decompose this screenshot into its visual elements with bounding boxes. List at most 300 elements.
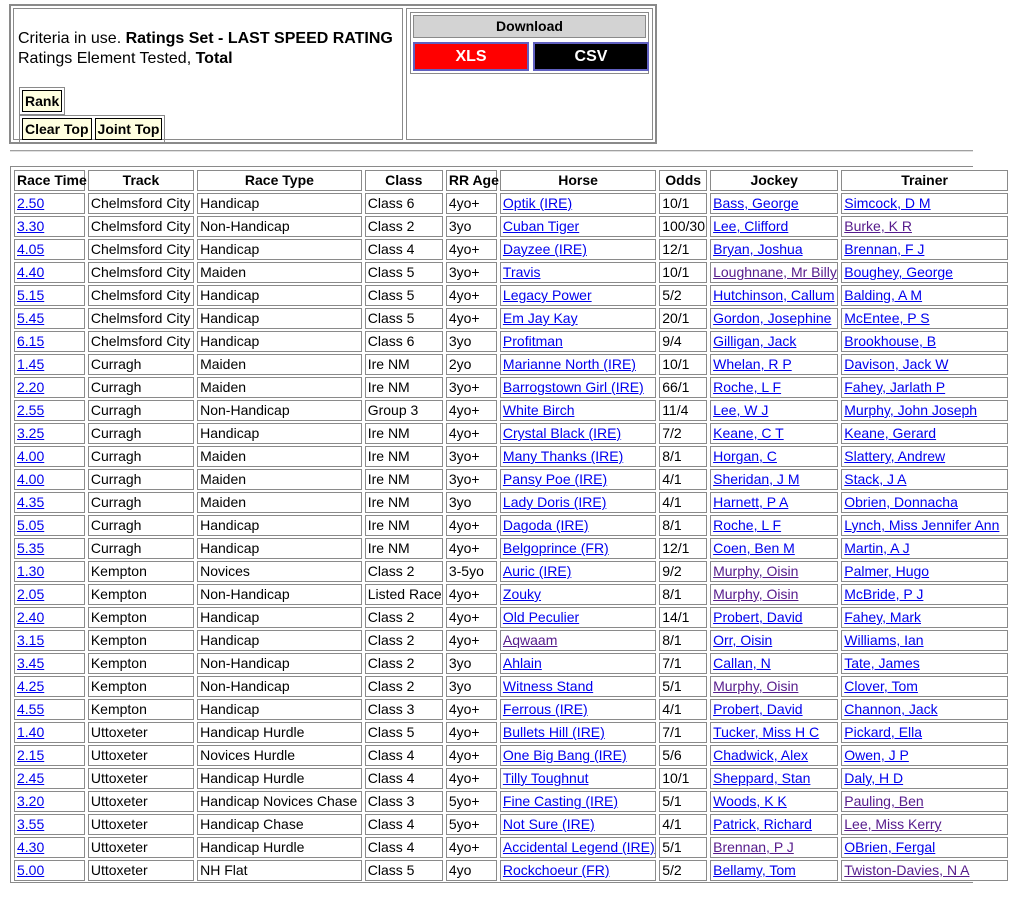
separator [10, 150, 973, 152]
trainer-link[interactable]: Brennan, F J [844, 241, 925, 257]
cell-track: Chelmsford City [88, 216, 194, 237]
cell-race-time [14, 262, 85, 283]
horse-link[interactable]: Aqwaam [502, 632, 558, 648]
cell-class: Class 4 [365, 239, 443, 260]
cell-race-type: Handicap [197, 423, 362, 444]
cell-horse [500, 331, 656, 352]
cell-rr-age: 4yo+ [446, 285, 497, 306]
cell-race-type: Maiden [197, 262, 362, 283]
cell-horse [500, 400, 656, 421]
results-body [14, 193, 1008, 881]
cell-track: Chelmsford City [88, 285, 194, 306]
cell-trainer [841, 515, 1008, 536]
ratings-set-label: Ratings Set - LAST SPEED RATING [125, 30, 393, 47]
trainer-link[interactable]: Boughey, George [844, 264, 953, 280]
trainer-link[interactable]: Fahey, Mark [844, 609, 922, 625]
cell-jockey [710, 538, 838, 559]
jockey-link[interactable]: Patrick, Richard [713, 816, 812, 832]
cell-race-time [14, 400, 85, 421]
cell-race-type: NH Flat [197, 860, 362, 881]
cell-odds: 66/1 [659, 377, 707, 398]
cell-rr-age: 4yo+ [446, 538, 497, 559]
cell-class: Class 2 [365, 630, 443, 651]
cell-class: Class 4 [365, 814, 443, 835]
horse-link[interactable]: Auric (IRE) [502, 563, 572, 579]
jockey-link[interactable]: Orr, Oisin [713, 632, 773, 648]
cell-race-time [14, 377, 85, 398]
joint-top-button[interactable]: Joint Top [95, 118, 163, 140]
trainer-link[interactable]: Stack, J A [844, 471, 907, 487]
cell-jockey [710, 239, 838, 260]
jockey-link[interactable]: Murphy, Oisin [713, 586, 799, 602]
cell-jockey [710, 676, 838, 697]
cell-jockey [710, 515, 838, 536]
jockey-link[interactable]: Harnett, P A [713, 494, 789, 510]
cell-trainer [841, 423, 1008, 444]
race-time-link[interactable]: 2.45 [17, 770, 45, 786]
jockey-link[interactable]: Murphy, Oisin [713, 678, 799, 694]
jockey-link[interactable]: Roche, L F [713, 517, 782, 533]
jockey-link[interactable]: Woods, K K [713, 793, 787, 809]
cell-track: Uttoxeter [88, 722, 194, 743]
horse-link[interactable]: Dagoda (IRE) [502, 517, 589, 533]
cell-class: Ire NM [365, 469, 443, 490]
horse-link[interactable]: Tilly Toughnut [502, 770, 589, 786]
jockey-link[interactable]: Bellamy, Tom [713, 862, 796, 878]
horse-link[interactable]: Optik (IRE) [502, 195, 573, 211]
trainer-link[interactable]: McEntee, P S [844, 310, 930, 326]
cell-horse [500, 354, 656, 375]
horse-link[interactable]: Legacy Power [502, 287, 592, 303]
cell-odds: 4/1 [659, 469, 707, 490]
horse-link[interactable]: Old Peculier [502, 609, 580, 625]
cell-class: Class 4 [365, 745, 443, 766]
cell-race-time [14, 446, 85, 467]
race-time-link[interactable]: 5.15 [17, 287, 45, 303]
trainer-link[interactable]: Slattery, Andrew [844, 448, 946, 464]
race-time-link[interactable]: 2.40 [17, 609, 45, 625]
cell-jockey [710, 216, 838, 237]
cell-track: Uttoxeter [88, 837, 194, 858]
jockey-link[interactable]: Brennan, P J [713, 839, 794, 855]
cell-race-time [14, 607, 85, 628]
cell-class: Ire NM [365, 492, 443, 513]
cell-rr-age: 3yo [446, 331, 497, 352]
cell-race-type: Novices [197, 561, 362, 582]
cell-rr-age: 3yo [446, 653, 497, 674]
table-row [14, 676, 1008, 697]
trainer-link[interactable]: Lee, Miss Kerry [844, 816, 942, 832]
cell-track: Kempton [88, 607, 194, 628]
trainer-link[interactable]: McBride, P J [844, 586, 924, 602]
cell-class: Class 5 [365, 285, 443, 306]
trainer-link[interactable]: Burke, K R [844, 218, 912, 234]
cell-class: Class 2 [365, 216, 443, 237]
table-row [14, 630, 1008, 651]
race-time-link[interactable]: 4.25 [17, 678, 45, 694]
trainer-link[interactable]: Pickard, Ella [844, 724, 923, 740]
trainer-link[interactable]: Twiston-Davies, N A [844, 862, 970, 878]
cell-horse [500, 699, 656, 720]
results-table-wrap [10, 166, 1000, 883]
table-row [14, 400, 1008, 421]
cell-race-time [14, 814, 85, 835]
cell-race-time [14, 837, 85, 858]
trainer-link[interactable]: Brookhouse, B [844, 333, 937, 349]
table-row [14, 584, 1008, 605]
table-row [14, 446, 1008, 467]
trainer-link[interactable]: Lynch, Miss Jennifer Ann [844, 517, 1000, 533]
race-time-link[interactable]: 4.35 [17, 494, 45, 510]
trainer-link[interactable]: Tate, James [844, 655, 920, 671]
horse-link[interactable]: Travis [502, 264, 541, 280]
rank-button[interactable]: Rank [22, 90, 62, 112]
horse-link[interactable]: White Birch [502, 402, 575, 418]
cell-horse [500, 607, 656, 628]
race-time-link[interactable]: 1.40 [17, 724, 45, 740]
header-trainer: Trainer [841, 170, 1008, 191]
trainer-link[interactable]: Pauling, Ben [844, 793, 924, 809]
cell-horse [500, 262, 656, 283]
race-time-link[interactable]: 5.45 [17, 310, 45, 326]
jockey-link[interactable]: Gilligan, Jack [713, 333, 797, 349]
cell-race-time [14, 492, 85, 513]
jockey-link[interactable]: Hutchinson, Callum [713, 287, 835, 303]
jockey-link[interactable]: Whelan, R P [713, 356, 792, 372]
race-time-link[interactable]: 4.55 [17, 701, 45, 717]
cell-trainer [841, 239, 1008, 260]
cell-jockey [710, 285, 838, 306]
jockey-link[interactable]: Probert, David [713, 701, 803, 717]
horse-link[interactable]: Lady Doris (IRE) [502, 494, 607, 510]
cell-race-type: Maiden [197, 377, 362, 398]
cell-jockey [710, 492, 838, 513]
race-time-link[interactable]: 5.00 [17, 862, 45, 878]
cell-class: Class 5 [365, 262, 443, 283]
cell-race-time [14, 308, 85, 329]
horse-link[interactable]: Cuban Tiger [502, 218, 580, 234]
cell-race-time [14, 331, 85, 352]
race-time-link[interactable]: 4.40 [17, 264, 45, 280]
cell-jockey [710, 584, 838, 605]
race-time-link[interactable]: 5.05 [17, 517, 45, 533]
cell-class: Ire NM [365, 538, 443, 559]
table-row [14, 354, 1008, 375]
race-time-link[interactable]: 3.20 [17, 793, 45, 809]
cell-trainer [841, 607, 1008, 628]
jockey-link[interactable]: Horgan, C [713, 448, 777, 464]
race-time-link[interactable]: 4.05 [17, 241, 45, 257]
horse-link[interactable]: Fine Casting (IRE) [502, 793, 619, 809]
cell-horse [500, 837, 656, 858]
cell-trainer [841, 653, 1008, 674]
header-row [14, 170, 1008, 191]
race-time-link[interactable]: 2.15 [17, 747, 45, 763]
jockey-link[interactable]: Sheppard, Stan [713, 770, 811, 786]
cell-race-type: Non-Handicap [197, 400, 362, 421]
race-time-link[interactable]: 3.55 [17, 816, 45, 832]
horse-link[interactable]: Many Thanks (IRE) [502, 448, 624, 464]
cell-jockey [710, 860, 838, 881]
trainer-link[interactable]: Martin, A J [844, 540, 910, 556]
jockey-link[interactable]: Lee, Clifford [713, 218, 789, 234]
table-row [14, 768, 1008, 789]
table-row [14, 492, 1008, 513]
horse-link[interactable]: Em Jay Kay [502, 310, 578, 326]
race-time-link[interactable]: 2.50 [17, 195, 45, 211]
cell-horse [500, 446, 656, 467]
cell-jockey [710, 377, 838, 398]
cell-rr-age: 4yo+ [446, 400, 497, 421]
cell-class: Class 2 [365, 561, 443, 582]
cell-race-type: Handicap Chase [197, 814, 362, 835]
cell-trainer [841, 722, 1008, 743]
cell-track: Curragh [88, 423, 194, 444]
cell-jockey [710, 193, 838, 214]
cell-odds: 12/1 [659, 239, 707, 260]
horse-link[interactable]: Profitman [502, 333, 563, 349]
cell-race-time [14, 653, 85, 674]
horse-link[interactable]: Zouky [502, 586, 542, 602]
cell-track: Chelmsford City [88, 308, 194, 329]
cell-track: Curragh [88, 446, 194, 467]
race-time-link[interactable]: 4.00 [17, 471, 45, 487]
cell-race-type: Handicap [197, 239, 362, 260]
trainer-link[interactable]: Obrien, Donnacha [844, 494, 958, 510]
jockey-link[interactable]: Callan, N [713, 655, 771, 671]
cell-race-type: Non-Handicap [197, 653, 362, 674]
clear-top-button[interactable]: Clear Top [22, 118, 92, 140]
trainer-link[interactable]: Palmer, Hugo [844, 563, 930, 579]
element-label: Total [195, 50, 233, 67]
cell-trainer [841, 860, 1008, 881]
trainer-link[interactable]: Williams, Ian [844, 632, 924, 648]
cell-jockey [710, 446, 838, 467]
cell-horse [500, 423, 656, 444]
race-time-link[interactable]: 2.55 [17, 402, 45, 418]
jockey-link[interactable]: Chadwick, Alex [713, 747, 809, 763]
cell-odds: 12/1 [659, 538, 707, 559]
jockey-link[interactable]: Probert, David [713, 609, 803, 625]
cell-race-type: Handicap Hurdle [197, 837, 362, 858]
cell-rr-age: 3yo+ [446, 446, 497, 467]
jockey-link[interactable]: Loughnane, Mr Billy [713, 264, 837, 280]
jockey-link[interactable]: Bass, George [713, 195, 799, 211]
horse-link[interactable]: Witness Stand [502, 678, 594, 694]
cell-jockey [710, 768, 838, 789]
cell-horse [500, 515, 656, 536]
cell-class: Class 2 [365, 676, 443, 697]
horse-link[interactable]: Ahlain [502, 655, 542, 671]
cell-horse [500, 377, 656, 398]
cell-trainer [841, 469, 1008, 490]
table-row [14, 515, 1008, 536]
race-time-link[interactable]: 1.30 [17, 563, 45, 579]
horse-link[interactable]: Pansy Poe (IRE) [502, 471, 608, 487]
cell-race-time [14, 722, 85, 743]
trainer-link[interactable]: Clover, Tom [844, 678, 918, 694]
cell-track: Uttoxeter [88, 814, 194, 835]
cell-odds: 8/1 [659, 515, 707, 536]
cell-rr-age: 4yo+ [446, 193, 497, 214]
cell-jockey [710, 837, 838, 858]
cell-class: Ire NM [365, 423, 443, 444]
table-row [14, 331, 1008, 352]
jockey-link[interactable]: Coen, Ben M [713, 540, 795, 556]
cell-race-time [14, 423, 85, 444]
cell-jockey [710, 331, 838, 352]
cell-rr-age: 4yo+ [446, 515, 497, 536]
jockey-link[interactable]: Tucker, Miss H C [713, 724, 820, 740]
horse-link[interactable]: One Big Bang (IRE) [502, 747, 627, 763]
trainer-link[interactable]: Murphy, John Joseph [844, 402, 978, 418]
trainer-link[interactable]: Simcock, D M [844, 195, 931, 211]
race-time-link[interactable]: 5.35 [17, 540, 45, 556]
cell-race-time [14, 791, 85, 812]
top-buttons [19, 115, 165, 143]
race-time-link[interactable]: 1.45 [17, 356, 45, 372]
jockey-link[interactable]: Lee, W J [713, 402, 769, 418]
horse-link[interactable]: Rockchoeur (FR) [502, 862, 610, 878]
cell-race-time [14, 584, 85, 605]
cell-rr-age: 4yo+ [446, 630, 497, 651]
cell-race-time [14, 676, 85, 697]
cell-race-time [14, 630, 85, 651]
table-row [14, 699, 1008, 720]
cell-jockey [710, 469, 838, 490]
race-time-link[interactable]: 3.15 [17, 632, 45, 648]
cell-race-type: Handicap [197, 331, 362, 352]
horse-link[interactable]: Dayzee (IRE) [502, 241, 587, 257]
trainer-link[interactable]: Daly, H D [844, 770, 904, 786]
rank-wrap [19, 87, 65, 115]
race-time-link[interactable]: 4.00 [17, 448, 45, 464]
trainer-link[interactable]: Davison, Jack W [844, 356, 949, 372]
cell-odds: 8/1 [659, 446, 707, 467]
cell-trainer [841, 377, 1008, 398]
cell-odds: 8/1 [659, 584, 707, 605]
cell-horse [500, 676, 656, 697]
cell-trainer [841, 446, 1008, 467]
cell-trainer [841, 768, 1008, 789]
trainer-link[interactable]: Channon, Jack [844, 701, 938, 717]
cell-rr-age: 4yo+ [446, 607, 497, 628]
cell-odds: 5/6 [659, 745, 707, 766]
horse-link[interactable]: Belgoprince (FR) [502, 540, 609, 556]
cell-horse [500, 791, 656, 812]
cell-race-time [14, 285, 85, 306]
cell-class: Class 5 [365, 722, 443, 743]
cell-trainer [841, 492, 1008, 513]
results-table [11, 168, 1011, 883]
cell-horse [500, 193, 656, 214]
cell-class: Class 4 [365, 837, 443, 858]
jockey-link[interactable]: Bryan, Joshua [713, 241, 803, 257]
cell-trainer [841, 262, 1008, 283]
cell-race-type: Maiden [197, 354, 362, 375]
race-time-link[interactable]: 2.05 [17, 586, 45, 602]
xls-download-button[interactable]: XLS [413, 42, 529, 71]
jockey-link[interactable]: Keane, C T [713, 425, 784, 441]
cell-trainer [841, 400, 1008, 421]
jockey-link[interactable]: Sheridan, J M [713, 471, 800, 487]
cell-horse [500, 561, 656, 582]
trainer-link[interactable]: Keane, Gerard [844, 425, 937, 441]
race-time-link[interactable]: 3.30 [17, 218, 45, 234]
trainer-link[interactable]: Balding, A M [844, 287, 923, 303]
cell-jockey [710, 423, 838, 444]
table-row [14, 837, 1008, 858]
cell-race-type: Novices Hurdle [197, 745, 362, 766]
cell-jockey [710, 745, 838, 766]
table-row [14, 745, 1008, 766]
cell-race-time [14, 515, 85, 536]
cell-track: Uttoxeter [88, 791, 194, 812]
jockey-link[interactable]: Roche, L F [713, 379, 782, 395]
download-inner [410, 12, 649, 74]
race-time-link[interactable]: 3.45 [17, 655, 45, 671]
csv-download-button[interactable]: CSV [533, 42, 649, 71]
cell-race-type: Handicap [197, 538, 362, 559]
table-row [14, 561, 1008, 582]
horse-link[interactable]: Ferrous (IRE) [502, 701, 588, 717]
horse-link[interactable]: Marianne North (IRE) [502, 356, 636, 372]
cell-horse [500, 814, 656, 835]
cell-odds: 10/1 [659, 354, 707, 375]
jockey-link[interactable]: Murphy, Oisin [713, 563, 799, 579]
horse-link[interactable]: Bullets Hill (IRE) [502, 724, 605, 740]
horse-link[interactable]: Crystal Black (IRE) [502, 425, 622, 441]
trainer-link[interactable]: Owen, J P [844, 747, 909, 763]
race-time-link[interactable]: 4.30 [17, 839, 45, 855]
jockey-link[interactable]: Gordon, Josephine [713, 310, 832, 326]
horse-link[interactable]: Not Sure (IRE) [502, 816, 595, 832]
header-odds: Odds [659, 170, 707, 191]
trainer-link[interactable]: OBrien, Fergal [844, 839, 936, 855]
table-row [14, 285, 1008, 306]
race-time-link[interactable]: 3.25 [17, 425, 45, 441]
cell-race-time [14, 561, 85, 582]
cell-track: Curragh [88, 377, 194, 398]
cell-race-type: Handicap [197, 308, 362, 329]
cell-class: Ire NM [365, 515, 443, 536]
cell-jockey [710, 262, 838, 283]
horse-link[interactable]: Accidental Legend (IRE) [502, 839, 655, 855]
cell-class: Listed Race [365, 584, 443, 605]
trainer-link[interactable]: Fahey, Jarlath P [844, 379, 946, 395]
cell-class: Class 5 [365, 860, 443, 881]
download-box [406, 8, 653, 140]
cell-track: Kempton [88, 630, 194, 651]
cell-track: Kempton [88, 653, 194, 674]
race-time-link[interactable]: 6.15 [17, 333, 45, 349]
cell-class: Group 3 [365, 400, 443, 421]
cell-class: Class 4 [365, 768, 443, 789]
horse-link[interactable]: Barrogstown Girl (IRE) [502, 379, 644, 395]
cell-jockey [710, 561, 838, 582]
cell-class: Class 2 [365, 607, 443, 628]
cell-race-type: Handicap [197, 193, 362, 214]
cell-trainer [841, 538, 1008, 559]
cell-track: Kempton [88, 699, 194, 720]
cell-race-time [14, 745, 85, 766]
criteria-box [13, 8, 403, 140]
cell-odds: 10/1 [659, 262, 707, 283]
cell-class: Class 3 [365, 699, 443, 720]
cell-class: Ire NM [365, 446, 443, 467]
race-time-link[interactable]: 2.20 [17, 379, 45, 395]
cell-jockey [710, 699, 838, 720]
